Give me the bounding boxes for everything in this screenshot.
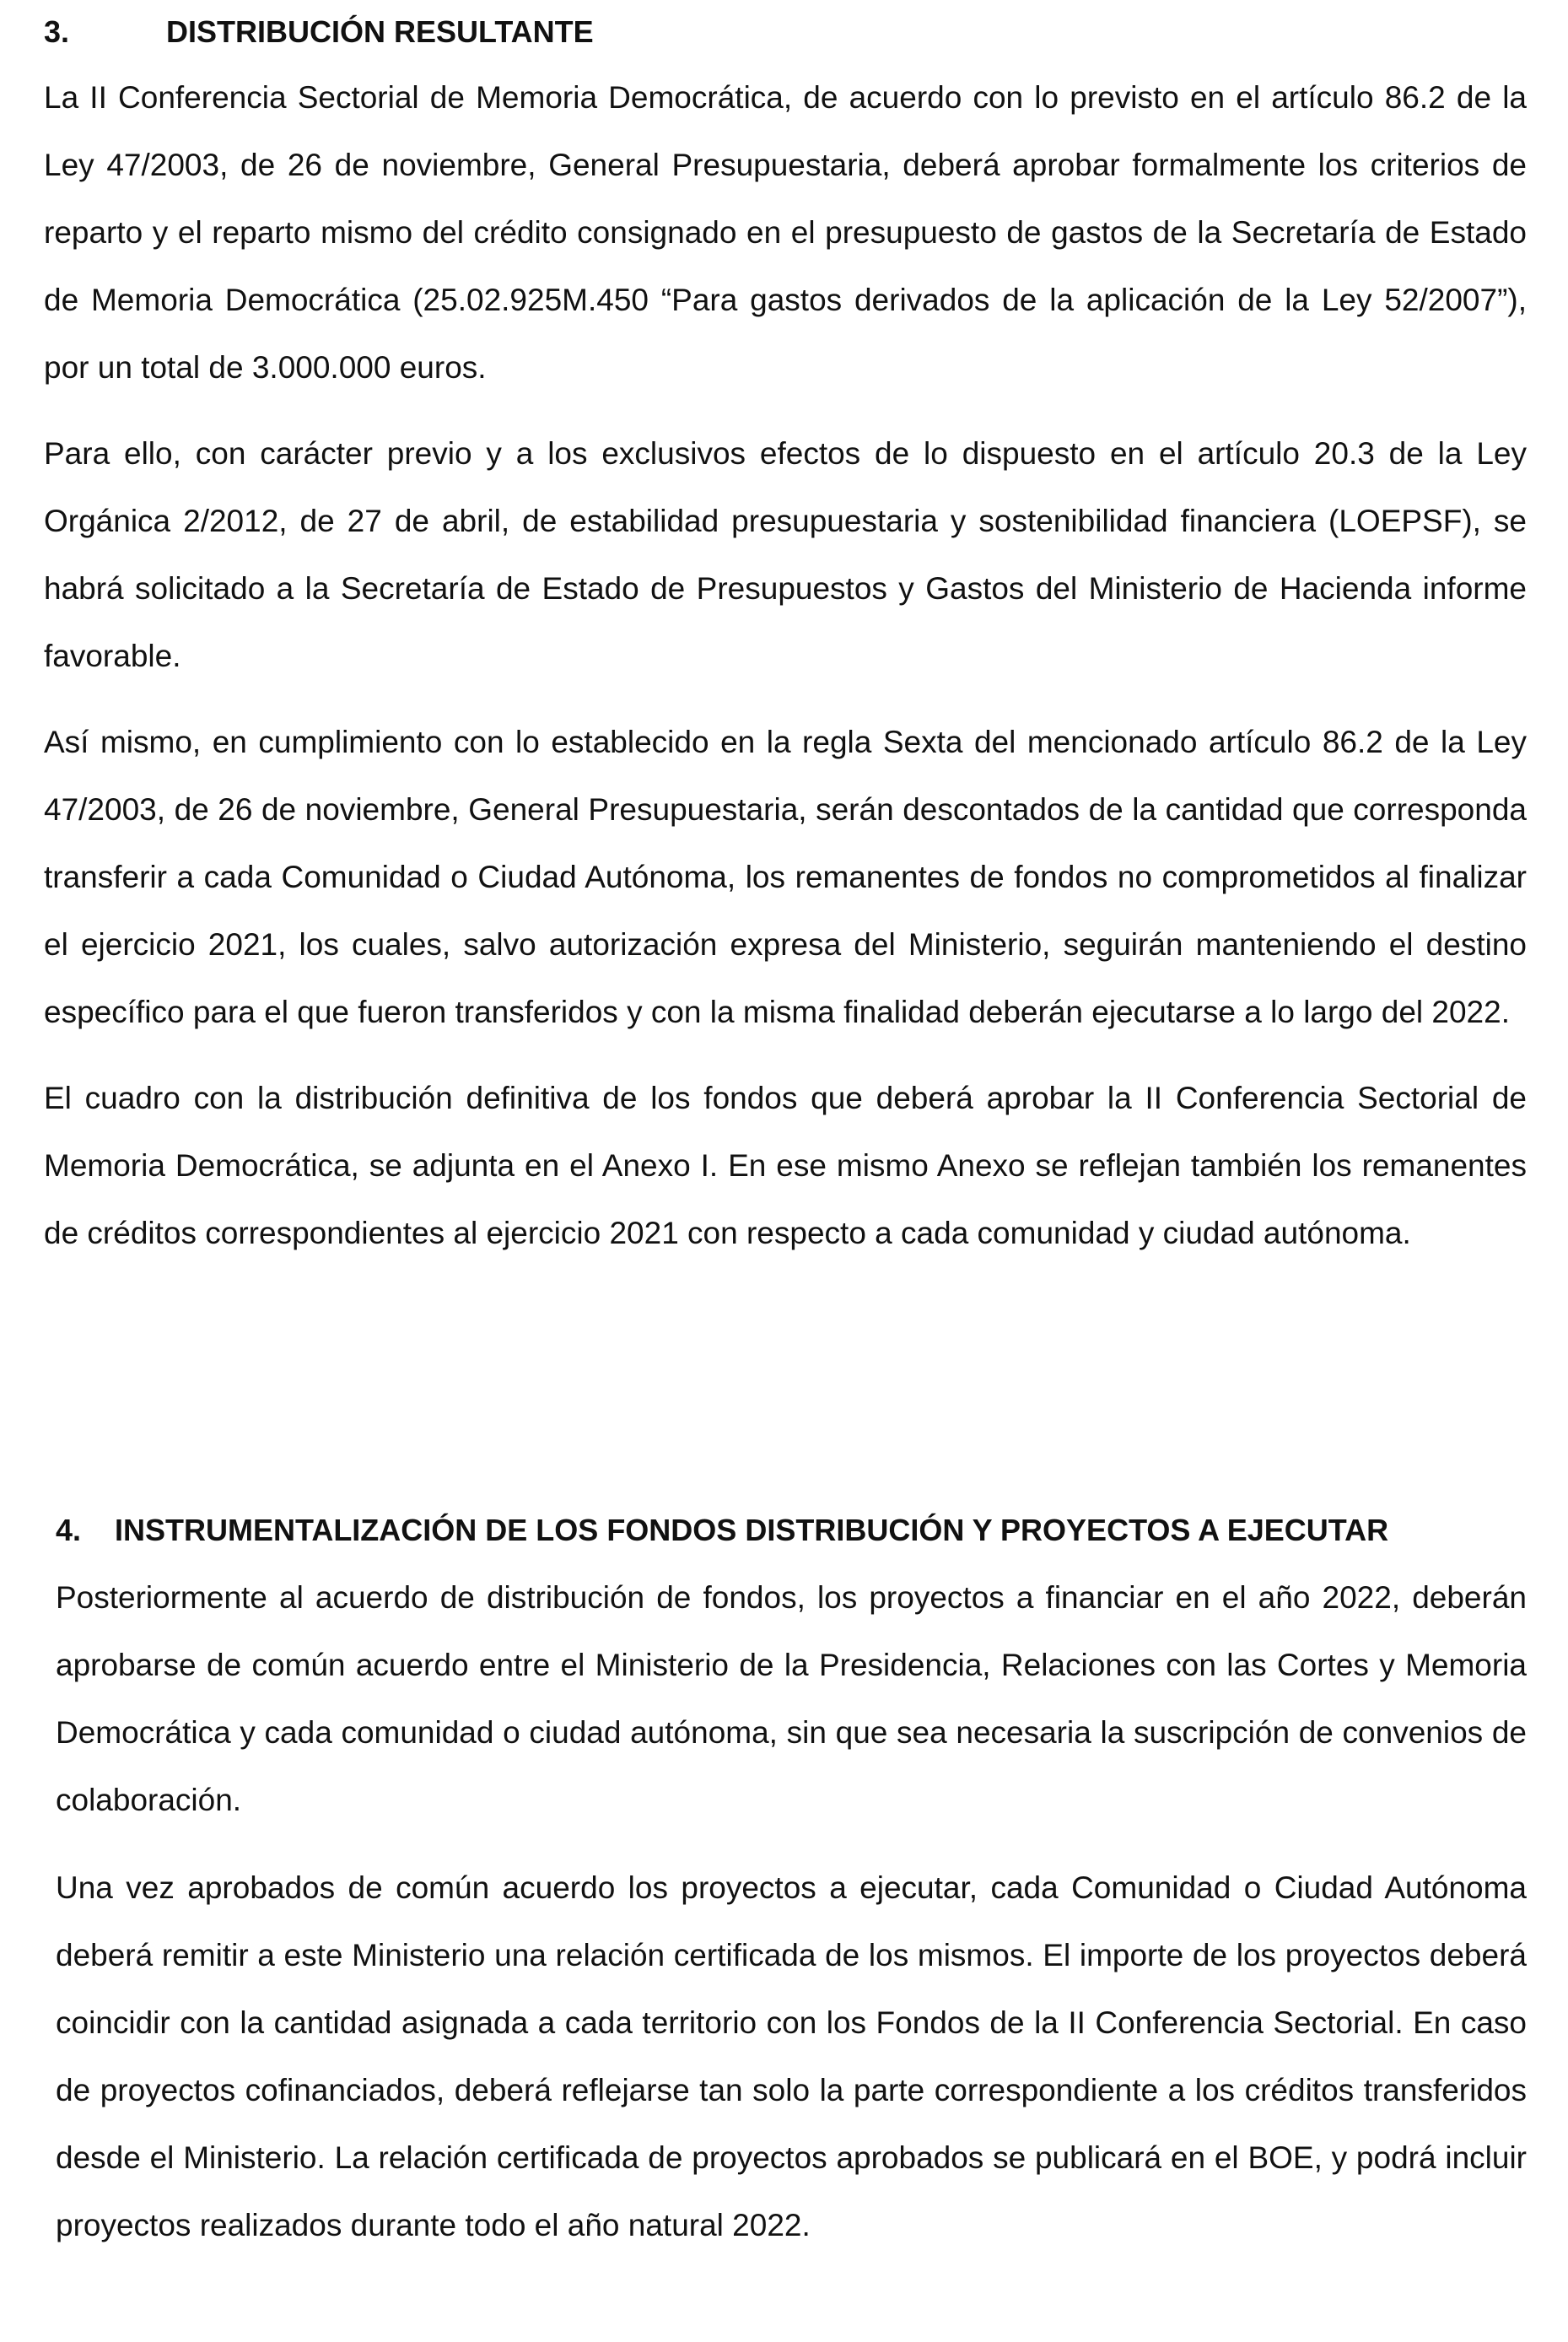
paragraph: El cuadro con la distribución definitiva de los fondos que deberá aprobar la II Conferencia Sectorial de Memoria Democrática, se adjunta en el Anexo I. En ese mismo Anexo se reflejan también los remanentes de créditos correspondientes al ejercicio 2021 con respecto a cada comunidad y ciudad autónoma.: [44, 1081, 1527, 1250]
paragraph: Para ello, con carácter previo y a los exclusivos efectos de lo dispuesto en el artículo 20.3 de la Ley Orgánica 2/2012, de 27 de abril, de estabilidad presupuestaria y sostenibilidad financiera (LOEPSF), se habrá solicitado a la Secretaría de Estado de Presupuestos y Gastos del Ministerio de Hacienda informe favorable.: [44, 436, 1527, 673]
section-title: INSTRUMENTALIZACIÓN DE LOS FONDOS DISTRIBUCIÓN Y PROYECTOS A EJECUTAR: [115, 1513, 1389, 1547]
section-number: 3.: [44, 14, 70, 49]
paragraph: Una vez aprobados de común acuerdo los proyectos a ejecutar, cada Comunidad o Ciudad Autónoma deberá remitir a este Ministerio una relación certificada de los mismos. El importe de los proyectos deberá coincidir con la cantidad asignada a cada territorio con los Fondos de la II Conferencia Sectorial. En caso de proyectos cofinanciados, deberá reflejarse tan solo la parte correspondiente a los créditos transferidos desde el Ministerio. La relación certificada de proyectos aprobados se publicará en el BOE, y podrá incluir proyectos realizados durante todo el año natural 2022.: [56, 1870, 1527, 2242]
section-3: [44, 0, 1527, 1267]
section-title: DISTRIBUCIÓN RESULTANTE: [166, 14, 594, 49]
paragraph: Posteriormente al acuerdo de distribución de fondos, los proyectos a financiar en el año 2022, deberán aprobarse de común acuerdo entre el Ministerio de la Presidencia, Relaciones con las Cortes y Memoria Democrática y cada comunidad o ciudad autónoma, sin que sea necesaria la suscripción de convenios de colaboración.: [56, 1580, 1527, 1817]
section-4: [56, 1510, 1527, 2259]
section-heading: [56, 1510, 1527, 1551]
paragraph: Así mismo, en cumplimiento con lo establecido en la regla Sexta del mencionado artículo 86.2 de la Ley 47/2003, de 26 de noviembre, General Presupuestaria, serán descontados de la cantidad que corresponda transferir a cada Comunidad o Ciudad Autónoma, los remanentes de fondos no comprometidos al finalizar el ejercicio 2021, los cuales, salvo autorización expresa del Ministerio, seguirán manteniendo el destino específico para el que fueron transferidos y con la misma finalidad deberán ejecutarse a lo largo del 2022.: [44, 725, 1527, 1029]
paragraph: La II Conferencia Sectorial de Memoria Democrática, de acuerdo con lo previsto en el artículo 86.2 de la Ley 47/2003, de 26 de noviembre, General Presupuestaria, deberá aprobar formalmente los criterios de reparto y el reparto mismo del crédito consignado en el presupuesto de gastos de la Secretaría de Estado de Memoria Democrática (25.02.925M.450 “Para gastos derivados de la aplicación de la Ley 52/2007”), por un total de 3.000.000 euros.: [44, 80, 1527, 385]
section-number: 4.: [56, 1513, 82, 1547]
section-heading: [44, 0, 1527, 52]
